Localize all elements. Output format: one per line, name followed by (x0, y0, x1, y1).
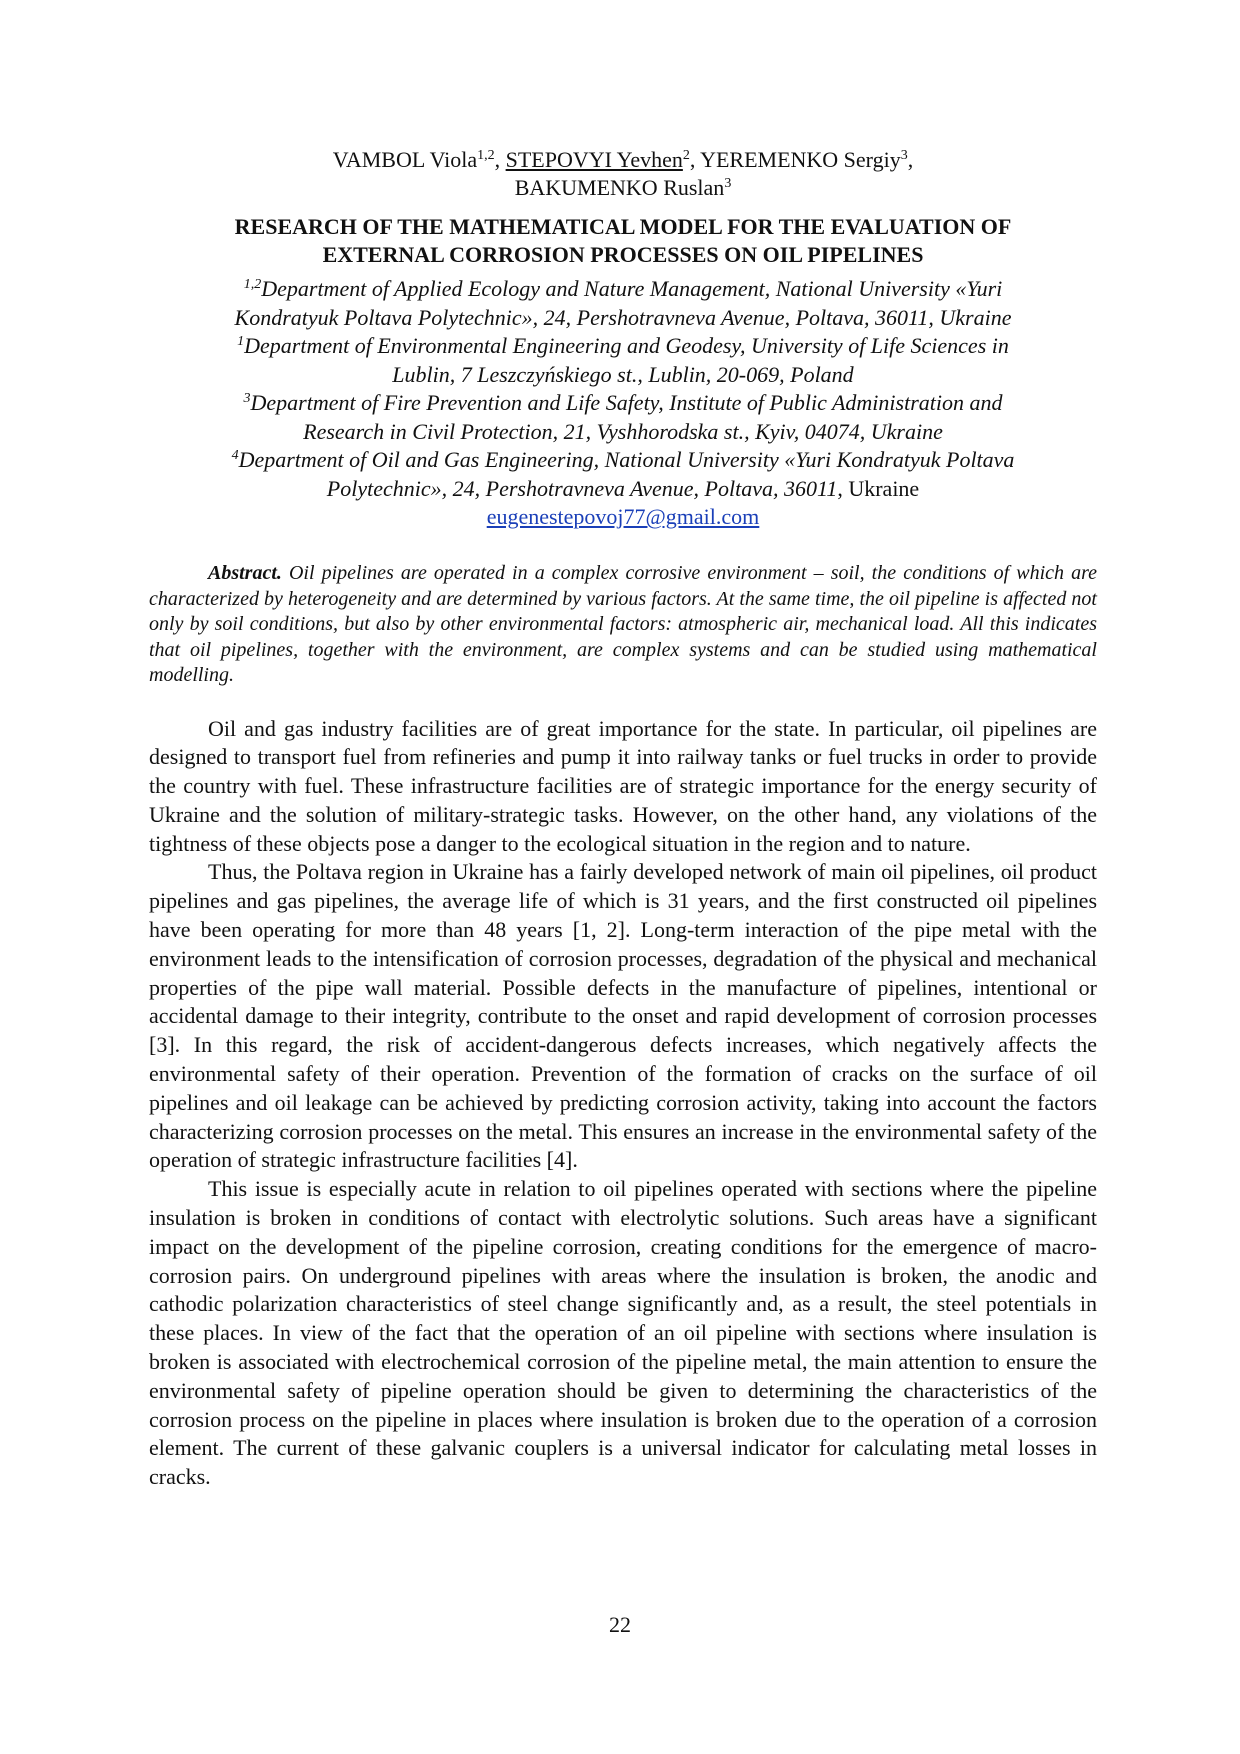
affiliation-line (149, 332, 1097, 361)
affiliation-sup: 3 (243, 391, 251, 406)
affiliation-text: Department of Environmental Engineering and Geodesy, University of Life Sciences in (244, 333, 1009, 358)
abstract-label: Abstract. (208, 562, 282, 584)
author-separator: , (907, 147, 914, 172)
title-line: RESEARCH OF THE MATHEMATICAL MODEL FOR THE EVALUATION OF (234, 214, 1012, 239)
affiliation-line (149, 275, 1097, 304)
contact-email-link[interactable]: eugenestepovoj77@gmail.com (486, 504, 760, 529)
affiliation-line: Kondratyuk Poltava Polytechnic», 24, Pershotravneva Avenue, Poltava, 36011, Ukraine (234, 304, 1012, 330)
affiliation-line (149, 389, 1097, 418)
author-name: YEREMENKO Sergiy (700, 147, 901, 172)
affiliation-line: Research in Civil Protection, 21, Vyshhorodska st., Kyiv, 04074, Ukraine (303, 418, 943, 444)
author-separator: , (494, 147, 506, 172)
affiliation-text: Department of Oil and Gas Engineering, National University «Yuri Kondratyuk Poltava (238, 447, 1015, 472)
author-affiliation-sup: 2 (682, 148, 690, 163)
paper-title (149, 213, 1097, 269)
author-list (149, 146, 1097, 202)
affiliation-text: Department of Fire Prevention and Life Safety, Institute of Public Administration and (250, 390, 1003, 415)
body-paragraph: Oil and gas industry facilities are of great importance for the state. In particular, oil pipelines are designed to transport fuel from refineries and pump it into railway tanks or fuel trucks in order to provide the country with fuel. These infrastructure facilities are of strategic importance for the energy security of Ukraine and the solution of military-strategic tasks. However, on the other hand, any violations of the tightness of these objects pose a danger to the ecological situation in the region and to nature. (149, 715, 1097, 856)
body-paragraph: This issue is especially acute in relation to oil pipelines operated with sections where the pipeline insulation is broken in conditions of contact with electrolytic solutions. Such areas have a significant impact on the development of the pipeline corrosion, creating conditions for the emergence of macro-corrosion pairs. On underground pipelines with areas where the insulation is broken, the anodic and cathodic polarization characteristics of steel change significantly and, as a result, the steel potentials in these places. In view of the fact that the operation of an oil pipeline with sections where insulation is broken is associated with electrochemical corrosion of the pipeline metal, the main attention to ensure the environmental safety of pipeline operation should be given to determining the characteristics of the corrosion process on the pipeline in places where insulation is broken due to the operation of a corrosion element. The current of these galvanic couplers is a universal indicator for calculating metal losses in cracks. (149, 1176, 1097, 1490)
affiliation-line (149, 446, 1097, 475)
affiliation-country: , Ukraine (837, 475, 920, 501)
title-line: EXTERNAL CORROSION PROCESSES ON OIL PIPELINES (322, 242, 924, 267)
author-affiliation-sup: 3 (900, 148, 908, 163)
author-line-2 (149, 174, 1097, 202)
author-affiliation-sup: 3 (724, 176, 732, 191)
corresponding-author-name: STEPOVYI Yevhen (505, 147, 683, 172)
affiliation-sup: 1,2 (243, 277, 262, 292)
author-affiliation-sup: 1,2 (477, 148, 495, 163)
author-name: VAMBOL Viola (332, 147, 478, 172)
affiliation-line (149, 475, 1097, 504)
affiliation-text: Department of Applied Ecology and Nature Management, National University «Yuri (261, 276, 1003, 301)
author-separator: , (689, 147, 701, 172)
page-content (149, 146, 1097, 1492)
affiliation-text: Polytechnic», 24, Pershotravneva Avenue, Poltava, 36011 (326, 475, 838, 501)
affiliation-line: Lublin, 7 Leszczyńskiego st., Lublin, 20-069, Poland (392, 361, 854, 387)
abstract (149, 561, 1097, 689)
page-number: 22 (609, 1612, 631, 1637)
author-line-1 (149, 146, 1097, 174)
affiliation-sup: 1 (237, 334, 245, 349)
affiliation-list (149, 275, 1097, 503)
body-text (149, 715, 1097, 1493)
abstract-text: Oil pipelines are operated in a complex corrosive environment – soil, the conditions of which are characterized by heterogeneity and are determined by various factors. At the same time, the oil pipeline is affected not only by soil conditions, but also by other environmental factors: atmospheric air, mechanical load. All this indicates that oil pipelines, together with the environment, are complex systems and can be studied using mathematical modelling. (149, 562, 1097, 686)
author-name: BAKUMENKO Ruslan (514, 175, 725, 200)
body-paragraph: Thus, the Poltava region in Ukraine has a fairly developed network of main oil pipelines, oil product pipelines and gas pipelines, the average life of which is 31 years, and the first constructed oil pipelines have been operating for more than 48 years [1, 2]. Long-term interaction of the pipe metal with the environment leads to the intensification of corrosion processes, degradation of the physical and mechanical properties of the pipe wall material. Possible defects in the manufacture of pipelines, intentional or accidental damage to their integrity, contribute to the onset and rapid development of corrosion processes [3]. In this regard, the risk of accident-dangerous defects increases, which negatively affects the environmental safety of their operation. Prevention of the formation of cracks on the surface of oil pipelines and oil leakage can be achieved by predicting corrosion activity, taking into account the factors characterizing corrosion processes on the metal. This ensures an increase in the environmental safety of the operation of strategic infrastructure facilities [4]. (149, 859, 1097, 1173)
affiliation-sup: 4 (231, 448, 239, 463)
